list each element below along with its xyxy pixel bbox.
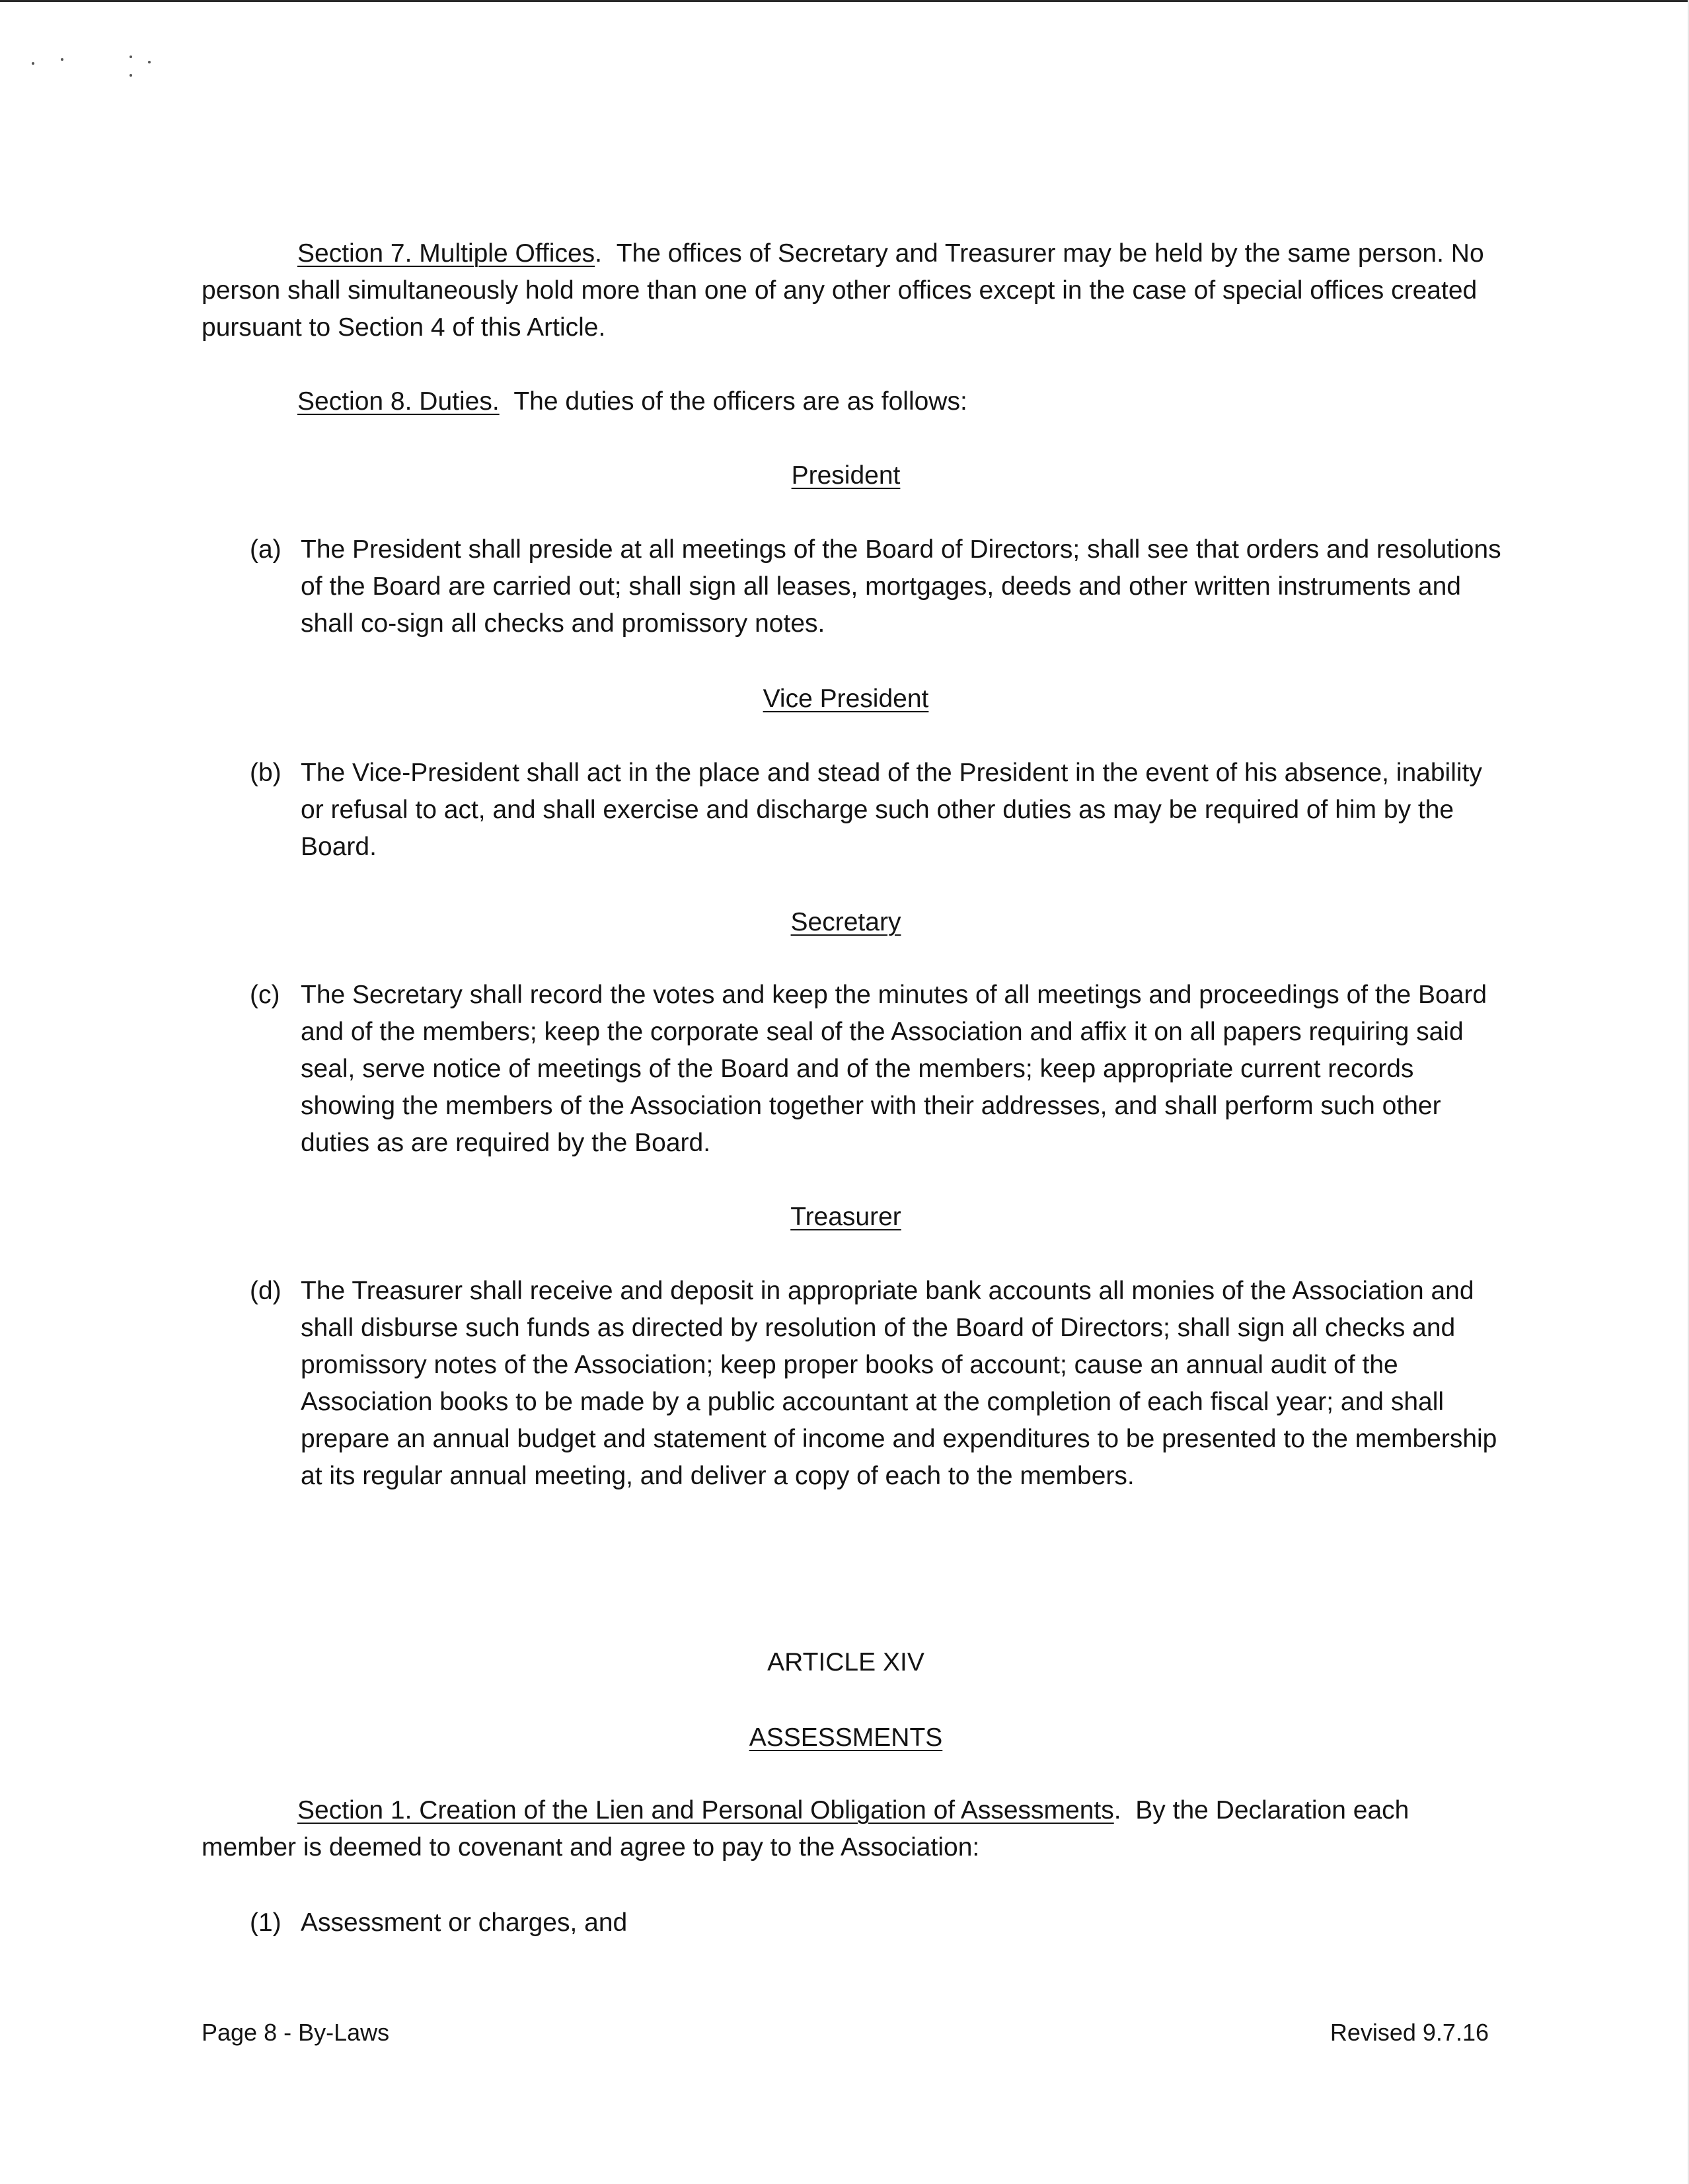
duty-text: The Vice-President shall act in the place and stead of the President in the event of his absence, inability or refusal to act, and shall exercise and discharge such other duties as may be required of him by the Board. [301, 759, 1482, 861]
section1-heading: Section 1. Creation of the Lien and Personal Obligation of Assessments [297, 1796, 1114, 1825]
duty-label: (a) [250, 535, 282, 564]
section1-text: By the Declaration each member is deemed to covenant and agree to pay to the Association: [202, 1796, 1409, 1862]
duty-text: The President shall preside at all meetings of the Board of Directors; shall see that orders and resolutions of the Board are carried out; shall sign all leases, mortgages, deeds and other written instruments and shall co-sign all checks and promissory notes. [301, 535, 1501, 638]
scan-border-top [0, 0, 1689, 2]
footer-page-label: Page 8 - By-Laws [202, 2019, 390, 2046]
duty-title-president: President [791, 461, 901, 490]
duty-text: The Treasurer shall receive and deposit in appropriate bank accounts all monies of the Association and shall disburse such funds as directed by resolution of the Board of Directors; shall sign all checks and promissory notes of the Association; keep proper books of account; cause an annual audit of the Association books to be made by a public accountant at the completion of each fiscal year; and shall prepare an annual budget and statement of income and expenditures to be presented to the membership at its regular annual meeting, and deliver a copy of each to the members. [301, 1277, 1497, 1490]
duty-title-secretary: Secretary [790, 908, 901, 936]
article-title: ASSESSMENTS [749, 1723, 943, 1752]
section8-paragraph [202, 383, 1490, 420]
duty-label: (c) [250, 981, 280, 1009]
section7-heading: Section 7. Multiple Offices [297, 239, 595, 268]
section1-paragraph: Section 1. Creation of the Lien and Personal Obligation of Assessments. By the Declaration each member is deemed to covenant and agree to pay to the Association: [202, 1796, 1409, 1862]
duty-title-vice-president: Vice President [763, 685, 929, 713]
section7-paragraph: Section 7. Multiple Offices. The offices of Secretary and Treasurer may be held by the same person. No person shall simultaneously hold more than one of any other offices except in the case of special offices created pursuant to Section 4 of this Article. [202, 239, 1484, 342]
duty-title-treasurer: Treasurer [790, 1203, 901, 1231]
section8-heading: Section 8. Duties. [297, 387, 500, 416]
scan-speck [130, 74, 132, 77]
duty-label: (d) [250, 1277, 282, 1305]
section7-text: The offices of Secretary and Treasurer may be held by the same person. No person shall simultaneously hold more than one of any other offices except in the case of special offices created pursuant to Section 4 of this Article. [202, 239, 1484, 342]
list-item-label: (1) [250, 1908, 282, 1937]
scan-speck [130, 56, 132, 58]
duty-label: (b) [250, 759, 282, 787]
duty-text: The Secretary shall record the votes and keep the minutes of all meetings and proceedings of the Board and of the members; keep the corporate seal of the Association and affix it on all papers requiring said seal, serve notice of meetings of the Board and of the members; keep appropriate current records showing the members of the Association together with their addresses, and shall perform such other duties as are required by the Board. [301, 981, 1487, 1157]
scan-speck [32, 62, 34, 65]
article-number: ARTICLE XIV [767, 1648, 924, 1676]
list-item-text: Assessment or charges, and [301, 1908, 628, 1937]
footer-revision: Revised 9.7.16 [1330, 2019, 1489, 2046]
scan-speck [61, 58, 63, 61]
section8-text: The duties of the officers are as follows: [513, 387, 967, 416]
scan-speck [148, 61, 151, 63]
